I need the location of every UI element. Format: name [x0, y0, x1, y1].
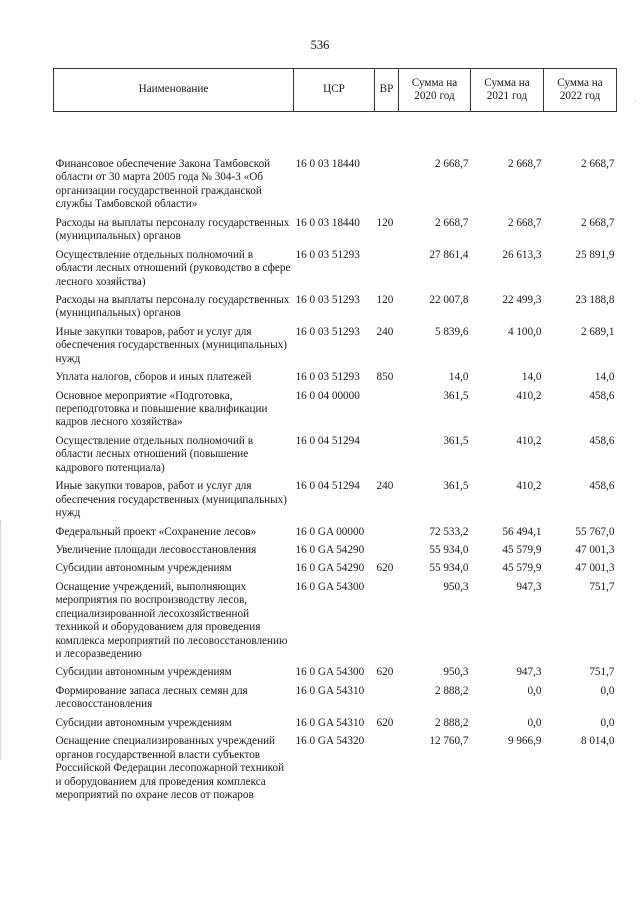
row-sum-2022: 2 689,1: [580, 325, 615, 338]
row-name: Уплата налогов, сборов и иных платежей: [55, 371, 252, 384]
row-vr: 620: [376, 562, 394, 575]
row-sum-2022: 47 001,3: [575, 562, 615, 575]
row-name: Основное мероприятие «Подготовка, переподготовка и повышение квалификации кадров лесного хозяйства»: [55, 389, 268, 429]
table-row: [54, 324, 617, 369]
row-sum-2021: 14,0: [521, 371, 542, 384]
row-name: Осуществление отдельных полномочий в области лесных отношений (повышение кадрового потенциала): [55, 434, 253, 474]
row-sum-2021: 2 668,7: [507, 158, 542, 170]
row-sum-2021: 45 579,9: [502, 562, 542, 575]
row-sum-2020: 2 888,2: [434, 716, 469, 729]
row-sum-2022: 458,6: [589, 480, 615, 493]
row-sum-2020: 2 888,2: [434, 684, 469, 697]
row-csr: 16 0 03 51293: [295, 293, 360, 306]
row-csr: 16 0 03 51293: [295, 248, 360, 261]
row-csr: 16 0 GA 54300: [295, 666, 365, 679]
row-sum-2022: 458,6: [589, 389, 615, 402]
row-name: Расходы на выплаты персоналу государственных (муниципальных) органов: [55, 216, 290, 243]
table-header: [54, 69, 617, 112]
header-sum-2021: Сумма на 2021 год: [471, 69, 544, 112]
row-sum-2021: 9 966,9: [507, 735, 542, 748]
row-csr: 16 0 GA 54310: [295, 684, 365, 697]
scan-edge-dot: [635, 100, 636, 102]
table-row: [54, 292, 617, 324]
table-row: [54, 478, 617, 523]
row-name: Оснащение специализированных учреждений органов государственной власти субъектов Российской Федерации лесопожарной техникой и оборудованием для проведения комплекса мероприятий по охране лесов от пожаров: [55, 735, 285, 801]
row-name: Увеличение площади лесовосстановления: [55, 543, 257, 556]
row-name: Иные закупки товаров, работ и услуг для обеспечения государственных (муниципальных) нужд: [55, 480, 287, 520]
row-sum-2022: 47 001,3: [575, 543, 615, 556]
table-row: [54, 715, 617, 733]
row-sum-2021: 947,3: [516, 580, 542, 593]
header-sum-2020: Сумма на 2020 год: [399, 69, 471, 112]
table-row: [54, 215, 617, 247]
row-sum-2020: 12 760,7: [429, 735, 469, 748]
row-vr: [375, 247, 399, 292]
row-sum-2020: 361,5: [443, 434, 469, 447]
row-vr: [375, 579, 399, 665]
row-name: Субсидии автономным учреждениям: [55, 716, 232, 729]
row-csr: 16 0 GA 00000: [295, 525, 365, 538]
header-name: Наименование: [54, 69, 294, 112]
row-vr: 240: [376, 480, 394, 493]
table-row: [54, 112, 617, 215]
row-vr: [375, 433, 399, 478]
row-sum-2022: 2 668,7: [580, 216, 615, 229]
row-sum-2022: 55 767,0: [575, 525, 615, 538]
row-sum-2022: 751,7: [589, 580, 615, 593]
table-body: [54, 112, 617, 806]
row-vr: 240: [376, 325, 394, 338]
row-sum-2022: 23 188,8: [575, 293, 615, 306]
row-csr: 16 0 03 18440: [295, 216, 360, 229]
row-vr: 850: [376, 371, 394, 384]
row-sum-2021: 0,0: [527, 716, 542, 729]
row-sum-2020: 950,3: [443, 580, 469, 593]
row-csr: 16 0 03 51293: [295, 325, 360, 338]
table-row: [54, 247, 617, 292]
table-row: [54, 433, 617, 478]
table-row: [54, 560, 617, 578]
row-sum-2021: 410,2: [516, 434, 542, 447]
table-row: [54, 388, 617, 433]
row-sum-2020: 55 934,0: [429, 543, 469, 556]
row-sum-2021: 2 668,7: [507, 216, 542, 229]
table-row: [54, 579, 617, 665]
row-name: Иные закупки товаров, работ и услуг для обеспечения государственных (муниципальных) нужд: [55, 325, 287, 365]
row-sum-2020: 2 668,7: [434, 158, 469, 170]
row-sum-2021: 947,3: [516, 666, 542, 679]
row-vr: 620: [376, 666, 394, 679]
row-csr: 16 0 GA 54290: [295, 562, 365, 575]
row-sum-2020: 2 668,7: [434, 216, 469, 229]
header-sum-2022: Сумма на 2022 год: [544, 69, 617, 112]
row-name: Субсидии автономным учреждениям: [55, 666, 232, 679]
row-sum-2021: 0,0: [527, 684, 542, 697]
row-name: Федеральный проект «Сохранение лесов»: [55, 525, 257, 538]
page-number: 536: [310, 38, 330, 52]
row-name: Формирование запаса лесных семян для лесовосстановления: [55, 684, 248, 711]
table-row: [54, 664, 617, 682]
row-sum-2021: 22 499,3: [502, 293, 542, 306]
header-csr: ЦСР: [294, 69, 375, 112]
row-vr: 120: [376, 293, 394, 306]
row-csr: 16 0 GA 54300: [295, 580, 365, 593]
table-row: [54, 733, 617, 805]
row-vr: [375, 524, 399, 542]
row-sum-2021: 56 494,1: [502, 525, 542, 538]
row-csr: 16 0 03 51293: [295, 371, 360, 384]
row-sum-2020: 950,3: [443, 666, 469, 679]
row-csr: 16 0 GA 54290: [295, 543, 365, 556]
row-sum-2021: 410,2: [516, 480, 542, 493]
row-sum-2020: 72 533,2: [429, 525, 469, 538]
row-vr: [375, 733, 399, 805]
row-sum-2022: 0,0: [600, 716, 615, 729]
row-csr: 16 0 04 51294: [295, 480, 360, 493]
row-sum-2021: 45 579,9: [502, 543, 542, 556]
row-name: Финансовое обеспечение Закона Тамбовской области от 30 марта 2005 года № 304-З «Об организации государственной гражданской службы Тамбовской области»: [55, 158, 271, 211]
row-sum-2020: 5 839,6: [434, 325, 469, 338]
row-csr: 16 0 04 00000: [295, 389, 360, 402]
row-sum-2020: 27 861,4: [429, 248, 469, 261]
row-vr: 620: [376, 716, 394, 729]
table-row: [54, 524, 617, 542]
row-sum-2021: 4 100,0: [507, 325, 542, 338]
row-sum-2022: 25 891,9: [575, 248, 615, 261]
row-csr: 16 0 04 51294: [295, 434, 360, 447]
row-name: Осуществление отдельных полномочий в области лесных отношений (руководство в сфере лесного хозяйства): [55, 248, 291, 288]
scan-edge-mark: [0, 520, 7, 760]
row-sum-2022: 458,6: [589, 434, 615, 447]
row-vr: [375, 388, 399, 433]
row-vr: [375, 542, 399, 560]
row-vr: 120: [376, 216, 394, 229]
row-sum-2021: 26 613,3: [502, 248, 542, 261]
row-sum-2020: 22 007,8: [429, 293, 469, 306]
row-sum-2022: 8 014,0: [580, 735, 615, 748]
row-csr: 16 0 GA 54320: [295, 735, 365, 748]
row-sum-2022: 0,0: [600, 684, 615, 697]
header-vr: ВР: [375, 69, 399, 112]
row-vr: [375, 112, 399, 215]
row-sum-2022: 14,0: [594, 371, 615, 384]
row-sum-2020: 361,5: [443, 480, 469, 493]
table-row: [54, 542, 617, 560]
row-sum-2020: 14,0: [448, 371, 469, 384]
row-csr: 16 0 03 18440: [295, 158, 360, 170]
row-name: Расходы на выплаты персоналу государственных (муниципальных) органов: [55, 293, 290, 320]
row-name: Оснащение учреждений, выполняющих мероприятия по воспроизводству лесов, специализированной лесохозяйственной техникой и оборудованием для проведения комплекса мероприятий по лесовосстановлению и лесоразведению: [55, 580, 288, 660]
row-sum-2020: 55 934,0: [429, 562, 469, 575]
table-row: [54, 369, 617, 387]
row-sum-2022: 751,7: [589, 666, 615, 679]
row-vr: [375, 683, 399, 715]
row-csr: 16 0 GA 54310: [295, 716, 365, 729]
row-sum-2022: 2 668,7: [580, 158, 615, 170]
table-row: [54, 683, 617, 715]
row-sum-2021: 410,2: [516, 389, 542, 402]
row-name: Субсидии автономным учреждениям: [55, 562, 232, 575]
budget-table: [53, 68, 617, 805]
row-sum-2020: 361,5: [443, 389, 469, 402]
